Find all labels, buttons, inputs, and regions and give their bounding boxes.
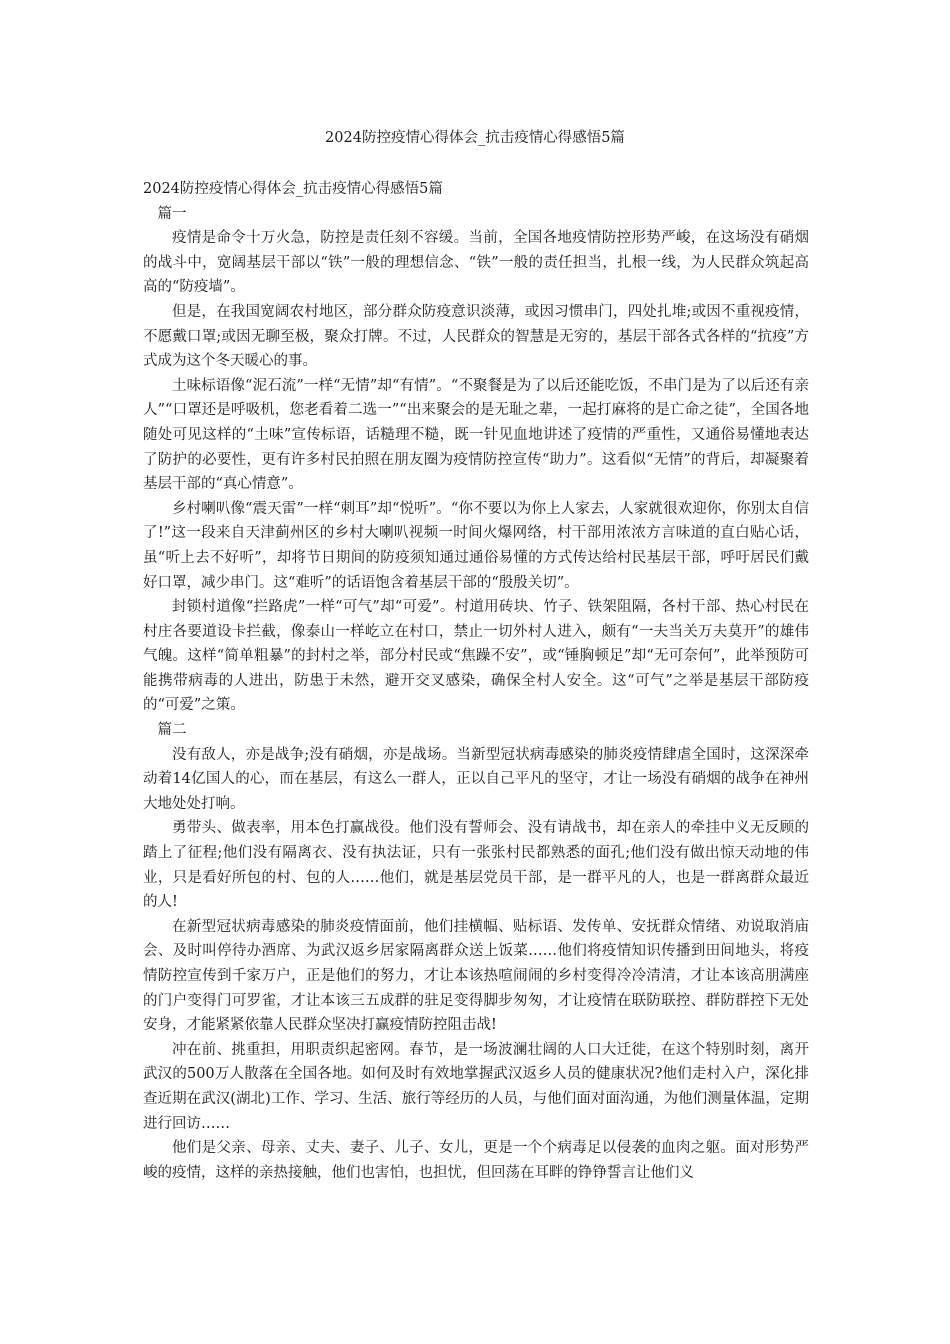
section-label-2: 篇二 — [157, 722, 187, 739]
paragraph: 封锁村道像“拦路虎”一样“可气”却“可爱”。村道用砖块、竹子、铁架阻隔，各村干部、热心村民在村庄各要道设卡拦截，像泰山一样屹立在村口，禁止一切外村人进入，颇有“一夫当关万夫莫开”的雄伟气魄。这样“简单粗暴”的封村之举，部分村民或“焦躁不安”，或“锤胸顿足”却“无可奈何”，此举预防可能携带病毒的人进出，防患于未然，避开交叉感染，确保全村人安全。这“可气”之举是基层干部防疫的“可爱”之策。 — [143, 599, 809, 714]
paragraph: 没有敌人，亦是战争;没有硝烟，亦是战场。当新型冠状病毒感染的肺炎疫情肆虐全国时，这深深牵动着14亿国人的心，而在基层，有这么一群人，正以自己平凡的坚守，才让一场没有硝烟的战争在神州大地处处打响。 — [143, 746, 809, 812]
paragraph: 勇带头、做表率，用本色打赢战役。他们没有誓师会、没有请战书，却在亲人的牵挂中义无反顾的踏上了征程;他们没有隔离衣、没有执法证，只有一张张村民都熟悉的面孔;他们没有做出惊天动地的伟业，只是看好所包的村、包的人……他们，就是基层党员干部，是一群平凡的人，也是一群离群众最近的人! — [143, 820, 809, 911]
document-subtitle: 2024防控疫情心得体会_抗击疫情心得感悟5篇 — [143, 181, 443, 197]
paragraph: 乡村喇叭像“震天雷”一样“刺耳”却“悦听”。“你不要以为你上人家去，人家就很欢迎你，你别太自信了!”这一段来自天津蓟州区的乡村大喇叭视频一时间火爆网络，村干部用浓浓方言味道的直白贴心话，虽“听上去不好听”，却将节日期间的防疫须知通过通俗易懂的方式传达给村民基层干部，呼吁居民们戴好口罩，减少串门。这“难听”的话语饱含着基层干部的“殷殷关切”。 — [143, 500, 809, 591]
paragraph: 疫情是命令十万火急，防控是责任刻不容缓。当前，全国各地疫情防控形势严峻，在这场没有硝烟的战斗中，宽阔基层干部以“铁”一般的理想信念、“铁”一般的责任担当，扎根一线，为人民群众筑起高高的“防疫墙”。 — [143, 230, 809, 296]
paragraph: 他们是父亲、母亲、丈夫、妻子、儿子、女儿，更是一个个病毒足以侵袭的血肉之躯。面对形势严峻的疫情，这样的亲热接触，他们也害怕，也担忧，但回荡在耳畔的铮铮誓言让他们义 — [143, 1140, 809, 1181]
paragraph: 冲在前、挑重担，用职责织起密网。春节，是一场波澜壮阔的人口大迁徙，在这个特别时刻，离开武汉的500万人散落在全国各地。如何及时有效地掌握武汉返乡人员的健康状况?他们走村入户，深化排查近期在武汉(湖北)工作、学习、生活、旅行等经历的人员，与他们面对面沟通，为他们测量体温，定期进行回访…… — [143, 1041, 809, 1132]
document-title: 2024防控疫情心得体会_抗击疫情心得感悟5篇 — [325, 130, 625, 146]
paragraph: 但是，在我国宽阔农村地区，部分群众防疫意识淡薄，或因习惯串门，四处扎堆;或因不重视疫情，不愿戴口罩;或因无聊至极，聚众打牌。不过，人民群众的智慧是无穷的，基层干部各式各样的“抗疫”方式成为这个冬天暖心的事。 — [143, 303, 809, 370]
paragraph: 在新型冠状病毒感染的肺炎疫情面前，他们挂横幅、贴标语、发传单、安抚群众情绪、劝说取消庙会、及时叫停待办酒席、为武汉返乡居家隔离群众送上饭菜……他们将疫情知识传播到田间地头，将疫情防控宣传到千家万户，正是他们的努力，才让本该热喧闹闹的乡村变得冷冷清清，才让本该高朋满座的门户变得门可罗雀，才让本该三五成群的驻足变得脚步匆匆，才让疫情在联防联控、群防群控下无处安身，才能紧紧依靠人民群众坚决打赢疫情防控阻击战! — [143, 918, 809, 1034]
document-body — [143, 177, 809, 1185]
paragraph: 土味标语像“泥石流”一样“无情”却“有情”。“不聚餐是为了以后还能吃饭，不串门是为了以后还有亲人”“口罩还是呼吸机，您老看着二选一”“出来聚会的是无耻之辈，一起打麻将的是亡命之徒”，全国各地随处可见这样的“土味”宣传标语，话糙理不糙，既一针见血地讲述了疫情的严重性，又通俗易懂地表达了防护的必要性，更有许多村民拍照在朋友圈为疫情防控宣传“助力”。这看似“无情”的背后，却凝聚着基层干部的“真心情意”。 — [143, 377, 809, 493]
section-label-1: 篇一 — [157, 205, 187, 222]
